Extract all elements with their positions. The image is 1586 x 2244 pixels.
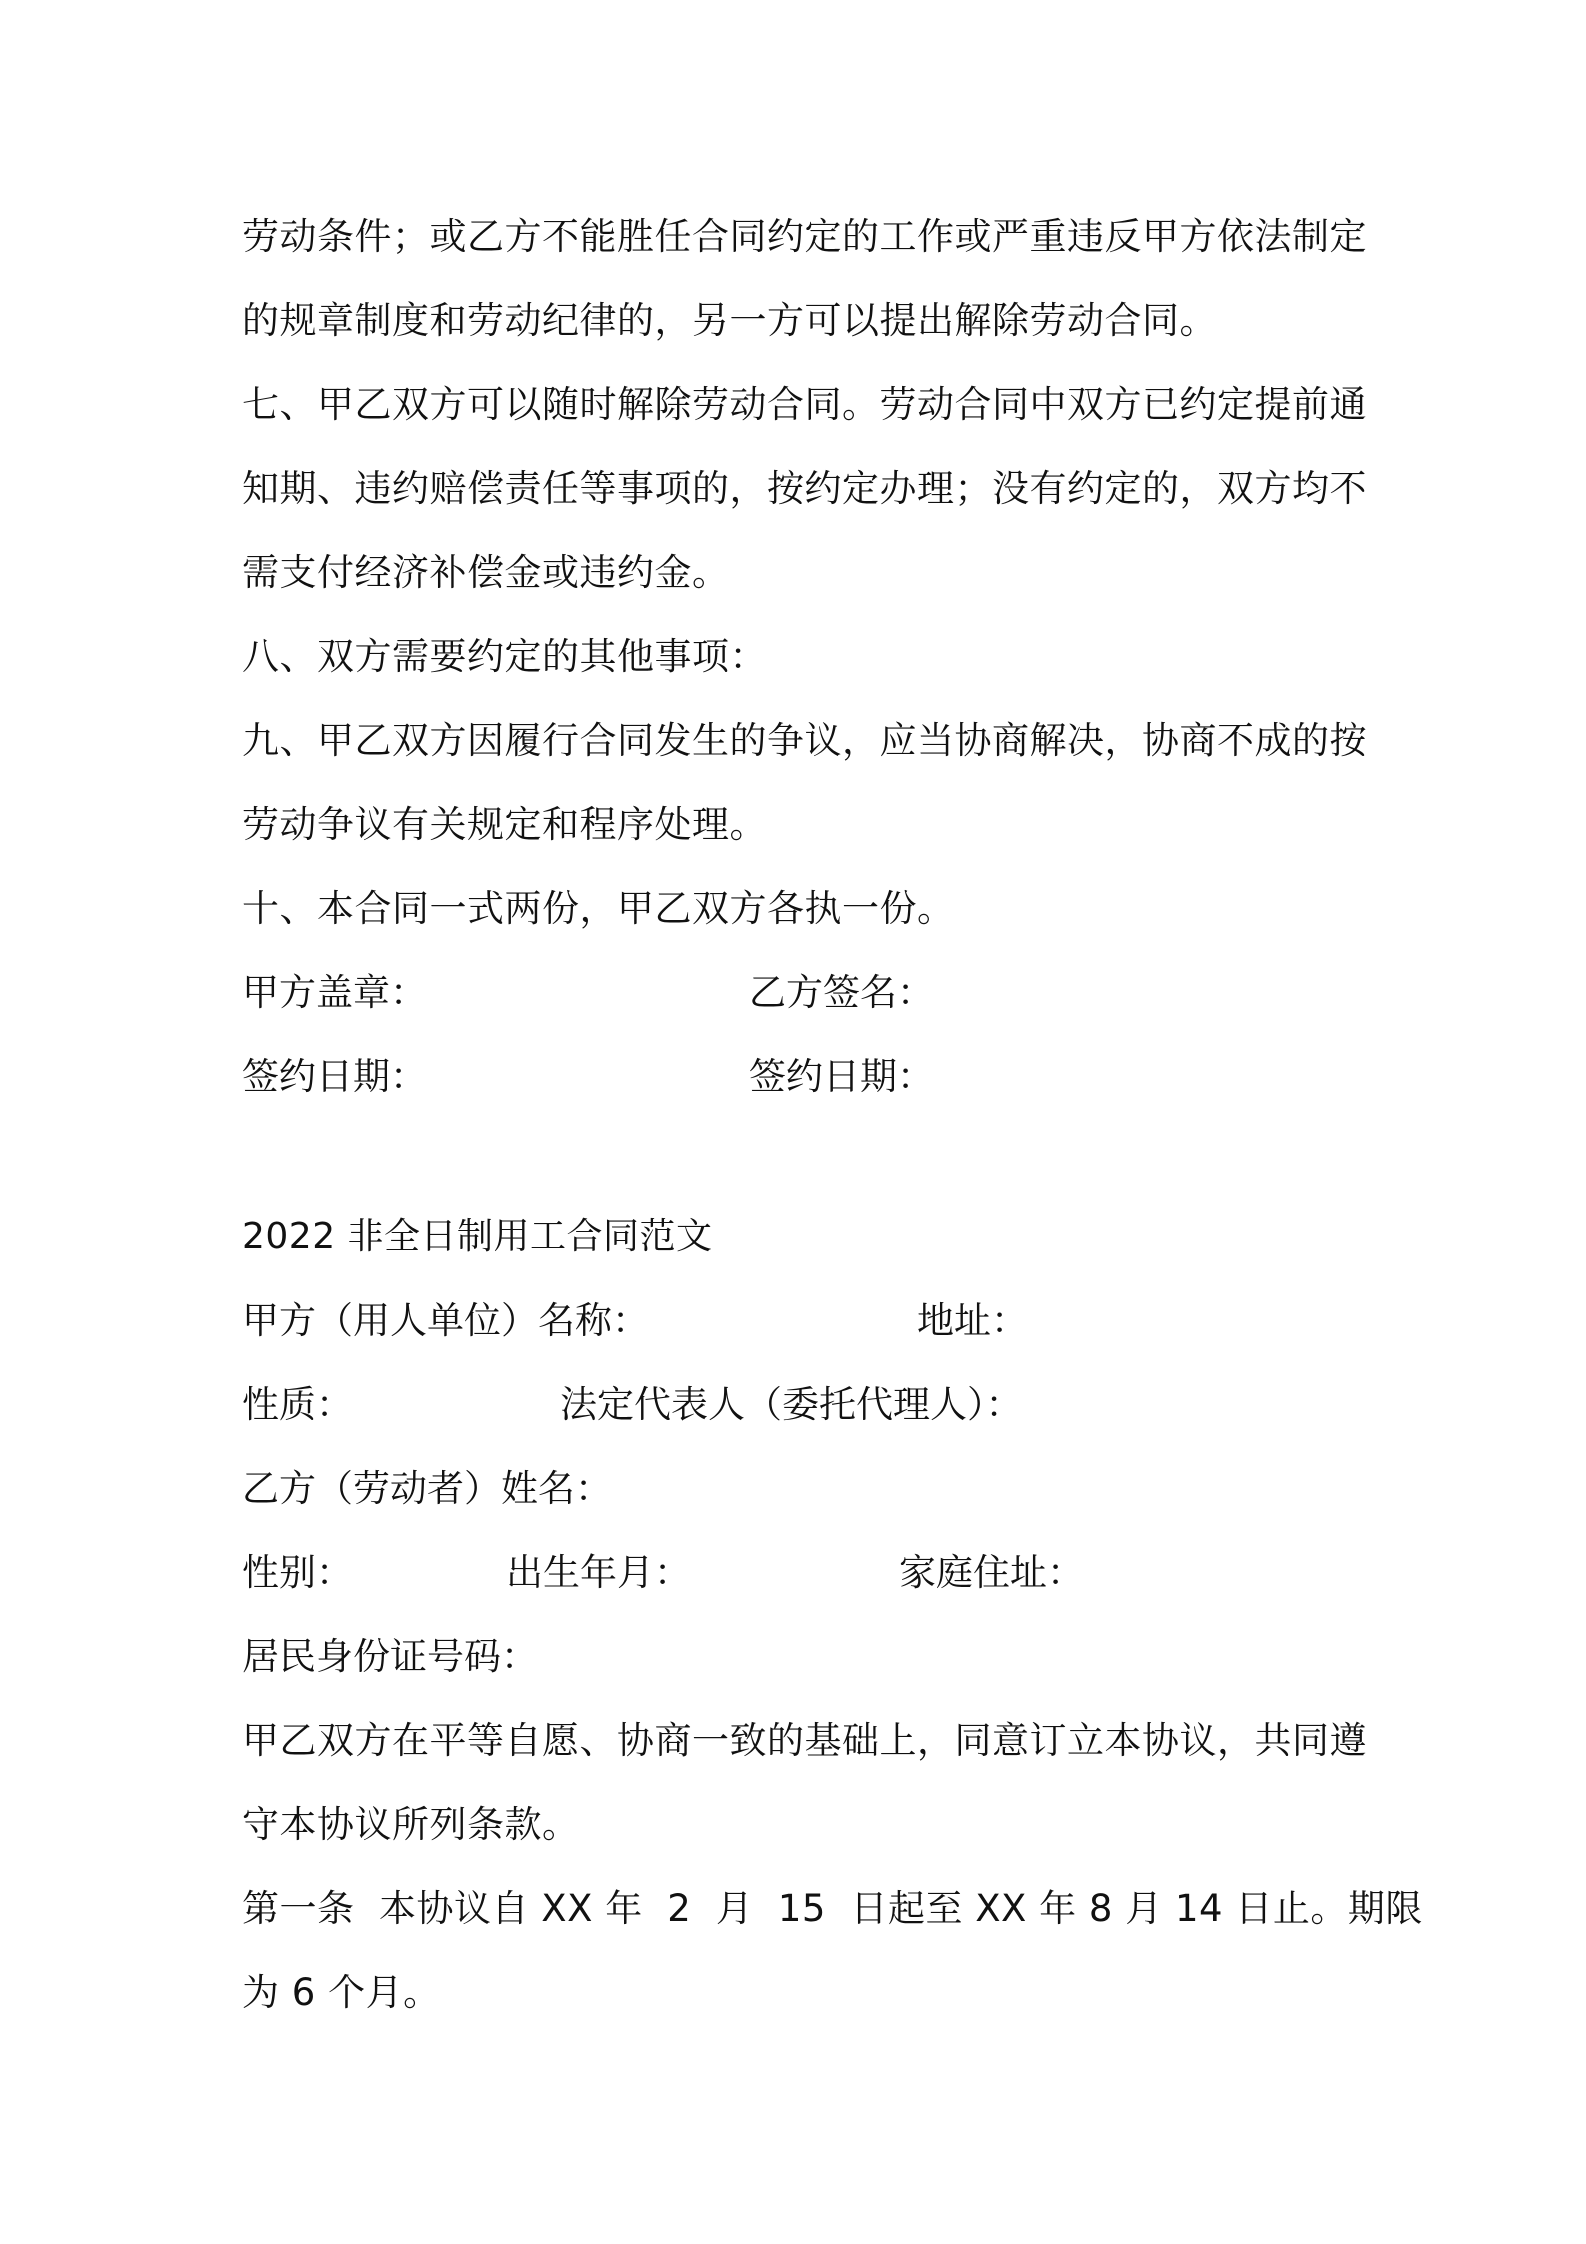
sign-date-a-label: 签约日期： <box>242 1055 427 1098</box>
gender-label: 性别： <box>242 1551 353 1594</box>
text-line: 十、本合同一式两份，甲乙双方各执一份。 <box>242 887 955 930</box>
signature-date-row <box>242 1035 1362 1119</box>
paragraph-clause-10 <box>242 867 1362 951</box>
text-line: 劳动条件；或乙方不能胜任合同约定的工作或严重违反甲方依法制定 <box>242 215 1367 258</box>
paragraph-clause-9 <box>242 699 1367 867</box>
legal-rep-label: 法定代表人（委托代理人）： <box>560 1383 1023 1426</box>
document-page <box>242 195 1423 2035</box>
section-spacer <box>242 1119 1362 1195</box>
text-line: 为 6 个月。 <box>242 1971 441 2014</box>
text-line: 劳动争议有关规定和程序处理。 <box>242 803 767 846</box>
text-line: 九、甲乙双方因履行合同发生的争议，应当协商解决，协商不成的按 <box>242 719 1367 762</box>
party-b-sign-label: 乙方签名： <box>749 971 934 1014</box>
employee-name-label: 乙方（劳动者）姓名： <box>242 1467 612 1510</box>
address-label: 地址： <box>917 1299 1028 1342</box>
text-line: 的规章制度和劳动纪律的，另一方可以提出解除劳动合同。 <box>242 299 1217 342</box>
party-a-seal-label: 甲方盖章： <box>242 971 427 1014</box>
paragraph-clause-8 <box>242 615 1362 699</box>
employer-name-label: 甲方（用人单位）名称： <box>242 1299 649 1342</box>
employer-row <box>242 1279 1362 1363</box>
text-line: 八、双方需要约定的其他事项： <box>242 635 767 678</box>
sign-date-b-label: 签约日期： <box>749 1055 934 1098</box>
paragraph-clause-7 <box>242 363 1367 615</box>
birth-label: 出生年月： <box>506 1551 691 1594</box>
paragraph-clause-6-end <box>242 195 1367 363</box>
text-line: 需支付经济补偿金或违约金。 <box>242 551 730 594</box>
text-line: 知期、违约赔偿责任等事项的，按约定办理；没有约定的，双方均不 <box>242 467 1367 510</box>
nature-row <box>242 1363 1362 1447</box>
id-row <box>242 1615 1362 1699</box>
text-line: 甲乙双方在平等自愿、协商一致的基础上，同意订立本协议，共同遵 <box>242 1719 1367 1762</box>
home-address-label: 家庭住址： <box>899 1551 1084 1594</box>
personal-info-row <box>242 1531 1362 1615</box>
text-line: 七、甲乙双方可以随时解除劳动合同。劳动合同中双方已约定提前通 <box>242 383 1367 426</box>
signature-row <box>242 951 1362 1035</box>
paragraph-article-1 <box>242 1867 1423 2035</box>
text-line: 第一条 本协议自 XX 年 2 月 15 日起至 XX 年 8 月 14 日止。期限 <box>242 1887 1423 1930</box>
employee-row <box>242 1447 1362 1531</box>
text-line: 守本协议所列条款。 <box>242 1803 580 1846</box>
nature-label: 性质： <box>242 1383 353 1426</box>
id-number-label: 居民身份证号码： <box>242 1635 538 1678</box>
paragraph-agreement <box>242 1699 1367 1867</box>
contract-title: 2022 非全日制用工合同范文 <box>242 1216 713 1257</box>
